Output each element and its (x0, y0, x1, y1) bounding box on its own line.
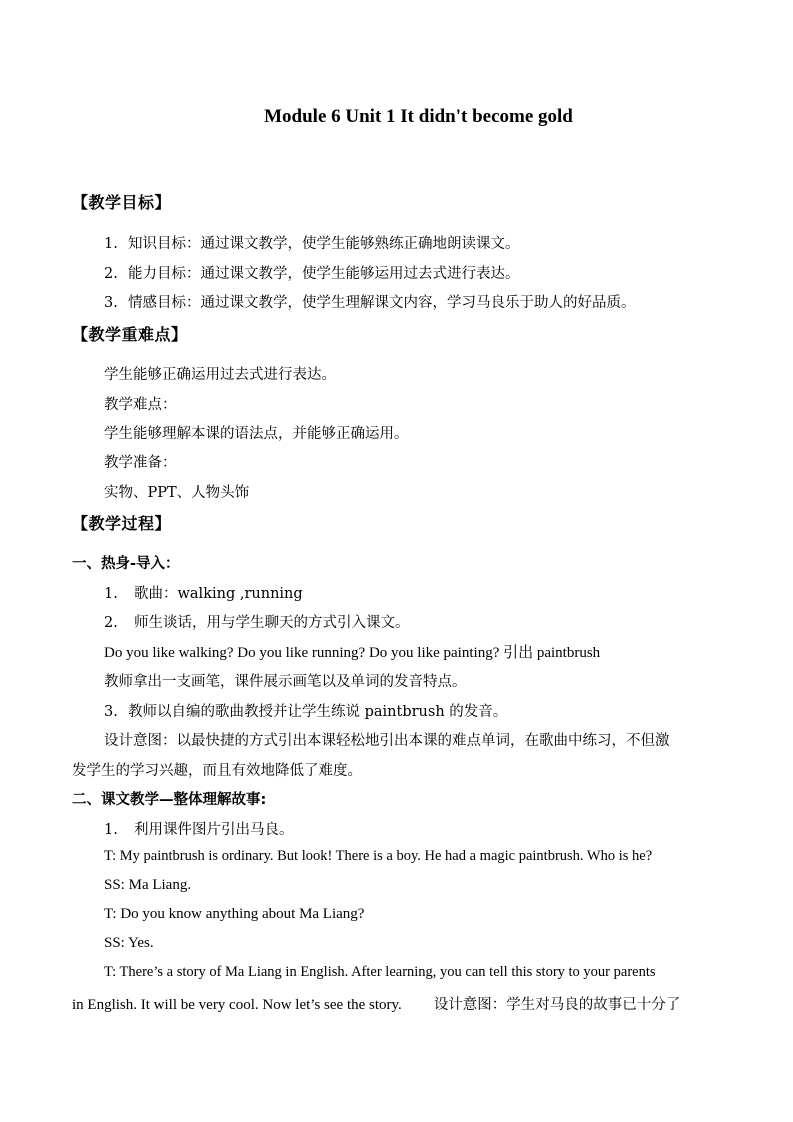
difficulty-line: 学生能够理解本课的语法点，并能够正确运用。 (104, 426, 409, 442)
preparation-line: 实物、PPT、人物头饰 (104, 485, 250, 501)
part1-design-intent-1: 设计意图：以最快捷的方式引出本课轻松地引出本课的难点单词，在歌曲中练习，不但激 (104, 733, 670, 749)
objective-item-1 (104, 232, 520, 253)
part1-dialog: Do you like walking? Do you like running? Do you like painting? 引出 paintbrush (104, 645, 601, 661)
part1-line-a: 教师拿出一支画笔，课件展示画笔以及单词的发音特点。 (104, 674, 467, 690)
item-text: 歌曲：walking ,running (134, 586, 303, 602)
objective-item-3 (104, 291, 636, 312)
section-heading-objectives: 【教学目标】 (72, 193, 172, 212)
item-number: 3. (104, 295, 118, 311)
part1-title: 一、热身-导入： (72, 556, 180, 572)
item-text: 情感目标：通过课文教学，使学生理解课文内容，学习马良乐于助人的好品质。 (128, 295, 636, 311)
key-point-line: 学生能够正确运用过去式进行表达。 (104, 367, 336, 383)
part1-item-3 (104, 700, 507, 721)
design-intent-text: 设计意图：学生对马良的故事已十分了 (433, 997, 681, 1013)
item-number: 1. (104, 822, 118, 838)
difficulty-label: 教学难点： (104, 397, 177, 413)
english-text: in English. It will be very cool. Now let’s see the story. (72, 997, 402, 1013)
part2-teacher-line-1: T: My paintbrush is ordinary. But look! There is a boy. He had a magic paintbrush. Who is he? (104, 848, 653, 864)
item-text: 知识目标：通过课文教学，使学生能够熟练正确地朗读课文。 (128, 236, 520, 252)
part2-teacher-line-3a: T: There’s a story of Ma Liang in English. After learning, you can tell this story to your parents (104, 964, 656, 980)
section-heading-key-points: 【教学重难点】 (72, 325, 188, 344)
document-title: Module 6 Unit 1 It didn't become gold (264, 106, 573, 127)
preparation-label: 教学准备： (104, 455, 177, 471)
part1-item-1 (104, 582, 303, 603)
item-number: 1. (104, 236, 118, 252)
section-heading-process: 【教学过程】 (72, 514, 172, 533)
item-number: 3. (104, 704, 118, 720)
part2-teacher-line-3b (72, 993, 680, 1014)
part2-item-1 (104, 818, 294, 839)
part2-title: 二、课文教学—整体理解故事: (72, 792, 267, 808)
item-text: 师生谈话，用与学生聊天的方式引入课文。 (134, 615, 410, 631)
item-number: 2. (104, 615, 118, 631)
part2-students-line-1: SS: Ma Liang. (104, 877, 192, 893)
item-number: 1. (104, 586, 118, 602)
item-number: 2. (104, 266, 118, 282)
item-text: 利用课件图片引出马良。 (134, 822, 294, 838)
part2-students-line-2: SS: Yes. (104, 935, 154, 951)
part1-design-intent-2: 发学生的学习兴趣，而且有效地降低了难度。 (72, 763, 362, 779)
item-text: 能力目标：通过课文教学，使学生能够运用过去式进行表达。 (128, 266, 520, 282)
part1-item-2 (104, 611, 410, 632)
part2-teacher-line-2: T: Do you know anything about Ma Liang? (104, 906, 365, 922)
item-text: 教师以自编的歌曲教授并让学生练说 paintbrush 的发音。 (128, 704, 508, 720)
objective-item-2 (104, 262, 520, 283)
